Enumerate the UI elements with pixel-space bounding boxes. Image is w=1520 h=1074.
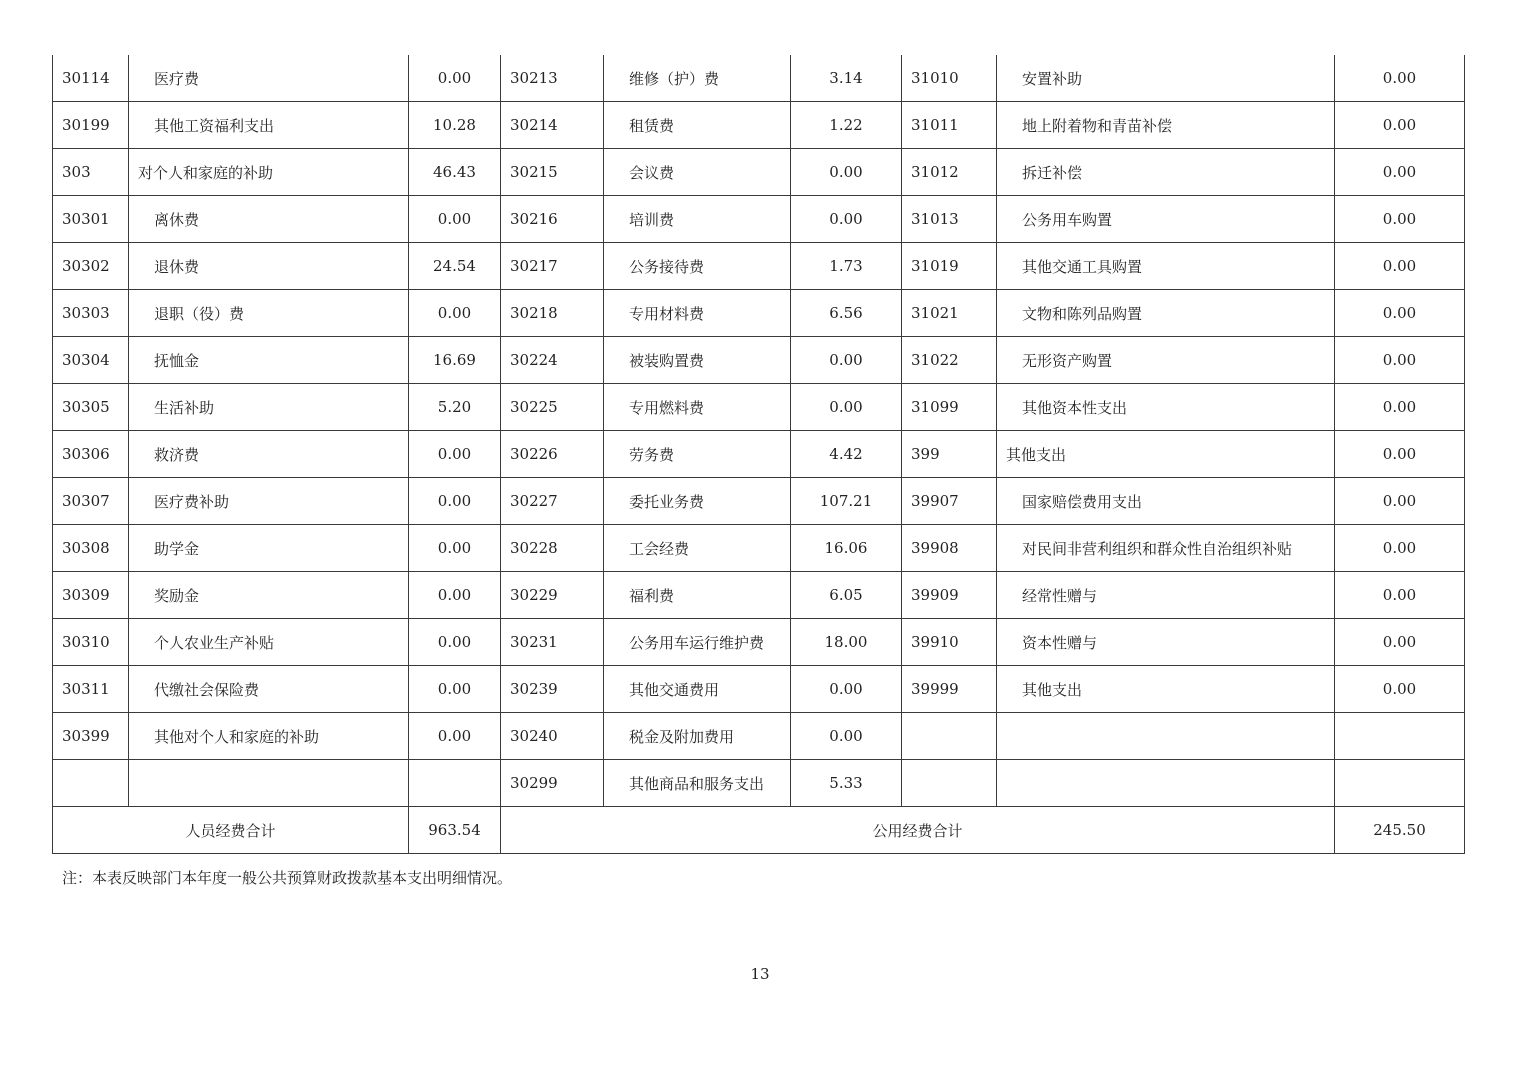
amount-personnel: 16.69	[409, 337, 501, 384]
item-name-capital-other: 无形资产购置	[997, 337, 1335, 384]
econ-code-personnel: 30306	[53, 431, 129, 478]
amount-capital-other	[1335, 760, 1465, 807]
item-name-personnel: 退休费	[129, 243, 409, 290]
amount-capital-other: 0.00	[1335, 337, 1465, 384]
table-note: 注：本表反映部门本年度一般公共预算财政拨款基本支出明细情况。	[62, 869, 513, 887]
item-name-capital-other: 安置补助	[997, 55, 1335, 102]
item-name-personnel: 助学金	[129, 525, 409, 572]
amount-goods-services: 6.56	[791, 290, 902, 337]
econ-code-capital-other	[902, 760, 997, 807]
econ-code-personnel: 30311	[53, 666, 129, 713]
table-row	[53, 102, 1465, 149]
item-name-goods-services: 被装购置费	[604, 337, 791, 384]
econ-code-goods-services: 30227	[501, 478, 604, 525]
item-name-capital-other: 国家赔偿费用支出	[997, 478, 1335, 525]
amount-capital-other: 0.00	[1335, 525, 1465, 572]
amount-personnel: 0.00	[409, 431, 501, 478]
item-name-personnel: 其他对个人和家庭的补助	[129, 713, 409, 760]
amount-personnel: 0.00	[409, 619, 501, 666]
item-name-personnel: 救济费	[129, 431, 409, 478]
amount-capital-other: 0.00	[1335, 243, 1465, 290]
amount-capital-other: 0.00	[1335, 102, 1465, 149]
econ-code-goods-services: 30217	[501, 243, 604, 290]
econ-code-personnel	[53, 760, 129, 807]
item-name-personnel: 离休费	[129, 196, 409, 243]
amount-personnel	[409, 760, 501, 807]
amount-capital-other: 0.00	[1335, 290, 1465, 337]
amount-goods-services: 1.73	[791, 243, 902, 290]
amount-personnel: 0.00	[409, 666, 501, 713]
table-row	[53, 478, 1465, 525]
econ-code-personnel: 30307	[53, 478, 129, 525]
table-row	[53, 666, 1465, 713]
item-name-goods-services: 专用材料费	[604, 290, 791, 337]
item-name-capital-other: 公务用车购置	[997, 196, 1335, 243]
econ-code-goods-services: 30240	[501, 713, 604, 760]
item-name-capital-other: 其他支出	[997, 666, 1335, 713]
item-name-goods-services: 劳务费	[604, 431, 791, 478]
econ-code-capital-other: 31022	[902, 337, 997, 384]
item-name-capital-other: 其他支出	[997, 431, 1335, 478]
amount-goods-services: 0.00	[791, 337, 902, 384]
amount-goods-services: 18.00	[791, 619, 902, 666]
item-name-capital-other	[997, 760, 1335, 807]
item-name-goods-services: 工会经费	[604, 525, 791, 572]
econ-code-capital-other: 31010	[902, 55, 997, 102]
item-name-capital-other: 地上附着物和青苗补偿	[997, 102, 1335, 149]
table-row	[53, 431, 1465, 478]
amount-personnel: 0.00	[409, 713, 501, 760]
table-row	[53, 290, 1465, 337]
econ-code-capital-other: 31011	[902, 102, 997, 149]
item-name-goods-services: 专用燃料费	[604, 384, 791, 431]
amount-capital-other: 0.00	[1335, 196, 1465, 243]
personnel-total-label: 人员经费合计	[53, 807, 409, 854]
table-row	[53, 525, 1465, 572]
amount-capital-other: 0.00	[1335, 55, 1465, 102]
econ-code-capital-other: 31012	[902, 149, 997, 196]
econ-code-capital-other: 39910	[902, 619, 997, 666]
amount-personnel: 0.00	[409, 478, 501, 525]
econ-code-capital-other: 399	[902, 431, 997, 478]
item-name-capital-other	[997, 713, 1335, 760]
amount-goods-services: 3.14	[791, 55, 902, 102]
amount-capital-other: 0.00	[1335, 666, 1465, 713]
item-name-goods-services: 培训费	[604, 196, 791, 243]
econ-code-goods-services: 30231	[501, 619, 604, 666]
econ-code-personnel: 30305	[53, 384, 129, 431]
item-name-personnel: 生活补助	[129, 384, 409, 431]
econ-code-capital-other: 31099	[902, 384, 997, 431]
amount-capital-other: 0.00	[1335, 149, 1465, 196]
econ-code-goods-services: 30228	[501, 525, 604, 572]
item-name-capital-other: 对民间非营利组织和群众性自治组织补贴	[997, 525, 1335, 572]
econ-code-goods-services: 30239	[501, 666, 604, 713]
econ-code-personnel: 30302	[53, 243, 129, 290]
econ-code-goods-services: 30214	[501, 102, 604, 149]
item-name-capital-other: 经常性赠与	[997, 572, 1335, 619]
econ-code-goods-services: 30218	[501, 290, 604, 337]
amount-goods-services: 0.00	[791, 713, 902, 760]
amount-goods-services: 5.33	[791, 760, 902, 807]
table-body	[53, 55, 1465, 807]
item-name-goods-services: 会议费	[604, 149, 791, 196]
econ-code-personnel: 30199	[53, 102, 129, 149]
item-name-capital-other: 其他资本性支出	[997, 384, 1335, 431]
econ-code-personnel: 30309	[53, 572, 129, 619]
item-name-personnel: 退职（役）费	[129, 290, 409, 337]
item-name-personnel: 其他工资福利支出	[129, 102, 409, 149]
item-name-personnel: 抚恤金	[129, 337, 409, 384]
item-name-goods-services: 公务用车运行维护费	[604, 619, 791, 666]
econ-code-goods-services: 30299	[501, 760, 604, 807]
amount-goods-services: 0.00	[791, 384, 902, 431]
econ-code-personnel: 30114	[53, 55, 129, 102]
item-name-capital-other: 拆迁补偿	[997, 149, 1335, 196]
item-name-goods-services: 其他商品和服务支出	[604, 760, 791, 807]
econ-code-personnel: 303	[53, 149, 129, 196]
econ-code-personnel: 30308	[53, 525, 129, 572]
amount-personnel: 0.00	[409, 290, 501, 337]
item-name-capital-other: 文物和陈列品购置	[997, 290, 1335, 337]
econ-code-capital-other	[902, 713, 997, 760]
item-name-capital-other: 资本性赠与	[997, 619, 1335, 666]
amount-personnel: 46.43	[409, 149, 501, 196]
amount-personnel: 10.28	[409, 102, 501, 149]
amount-capital-other: 0.00	[1335, 431, 1465, 478]
econ-code-personnel: 30301	[53, 196, 129, 243]
item-name-personnel: 个人农业生产补贴	[129, 619, 409, 666]
econ-code-goods-services: 30224	[501, 337, 604, 384]
table-row	[53, 337, 1465, 384]
econ-code-personnel: 30310	[53, 619, 129, 666]
econ-code-capital-other: 39909	[902, 572, 997, 619]
item-name-personnel: 医疗费补助	[129, 478, 409, 525]
econ-code-capital-other: 39907	[902, 478, 997, 525]
table-row	[53, 243, 1465, 290]
item-name-personnel: 代缴社会保险费	[129, 666, 409, 713]
amount-capital-other: 0.00	[1335, 619, 1465, 666]
item-name-goods-services: 福利费	[604, 572, 791, 619]
totals-row	[53, 807, 1465, 854]
item-name-personnel	[129, 760, 409, 807]
econ-code-personnel: 30304	[53, 337, 129, 384]
econ-code-capital-other: 31021	[902, 290, 997, 337]
amount-goods-services: 4.42	[791, 431, 902, 478]
item-name-personnel: 对个人和家庭的补助	[129, 149, 409, 196]
econ-code-capital-other: 31019	[902, 243, 997, 290]
amount-goods-services: 107.21	[791, 478, 902, 525]
amount-personnel: 0.00	[409, 572, 501, 619]
item-name-personnel: 医疗费	[129, 55, 409, 102]
econ-code-goods-services: 30213	[501, 55, 604, 102]
econ-code-capital-other: 31013	[902, 196, 997, 243]
amount-goods-services: 0.00	[791, 196, 902, 243]
amount-goods-services: 6.05	[791, 572, 902, 619]
econ-code-goods-services: 30215	[501, 149, 604, 196]
table-row	[53, 196, 1465, 243]
amount-capital-other: 0.00	[1335, 572, 1465, 619]
econ-code-capital-other: 39908	[902, 525, 997, 572]
expenditure-detail-table	[52, 55, 1465, 854]
personnel-total-value: 963.54	[409, 807, 501, 854]
econ-code-personnel: 30399	[53, 713, 129, 760]
item-name-goods-services: 其他交通费用	[604, 666, 791, 713]
econ-code-capital-other: 39999	[902, 666, 997, 713]
amount-capital-other: 0.00	[1335, 384, 1465, 431]
table-row	[53, 55, 1465, 102]
econ-code-personnel: 30303	[53, 290, 129, 337]
page-number: 13	[750, 965, 770, 983]
econ-code-goods-services: 30216	[501, 196, 604, 243]
amount-goods-services: 1.22	[791, 102, 902, 149]
item-name-goods-services: 租赁费	[604, 102, 791, 149]
amount-capital-other	[1335, 713, 1465, 760]
amount-goods-services: 16.06	[791, 525, 902, 572]
table-row	[53, 149, 1465, 196]
table-row	[53, 760, 1465, 807]
econ-code-goods-services: 30226	[501, 431, 604, 478]
amount-personnel: 0.00	[409, 525, 501, 572]
amount-capital-other: 0.00	[1335, 478, 1465, 525]
item-name-goods-services: 维修（护）费	[604, 55, 791, 102]
item-name-personnel: 奖励金	[129, 572, 409, 619]
amount-personnel: 0.00	[409, 55, 501, 102]
public-total-label: 公用经费合计	[501, 807, 1335, 854]
table-row	[53, 384, 1465, 431]
table-row	[53, 572, 1465, 619]
econ-code-goods-services: 30225	[501, 384, 604, 431]
amount-personnel: 0.00	[409, 196, 501, 243]
amount-personnel: 5.20	[409, 384, 501, 431]
amount-personnel: 24.54	[409, 243, 501, 290]
item-name-goods-services: 公务接待费	[604, 243, 791, 290]
econ-code-goods-services: 30229	[501, 572, 604, 619]
item-name-goods-services: 税金及附加费用	[604, 713, 791, 760]
item-name-capital-other: 其他交通工具购置	[997, 243, 1335, 290]
item-name-goods-services: 委托业务费	[604, 478, 791, 525]
table-row	[53, 713, 1465, 760]
amount-goods-services: 0.00	[791, 149, 902, 196]
amount-goods-services: 0.00	[791, 666, 902, 713]
table-row	[53, 619, 1465, 666]
public-total-value: 245.50	[1335, 807, 1465, 854]
